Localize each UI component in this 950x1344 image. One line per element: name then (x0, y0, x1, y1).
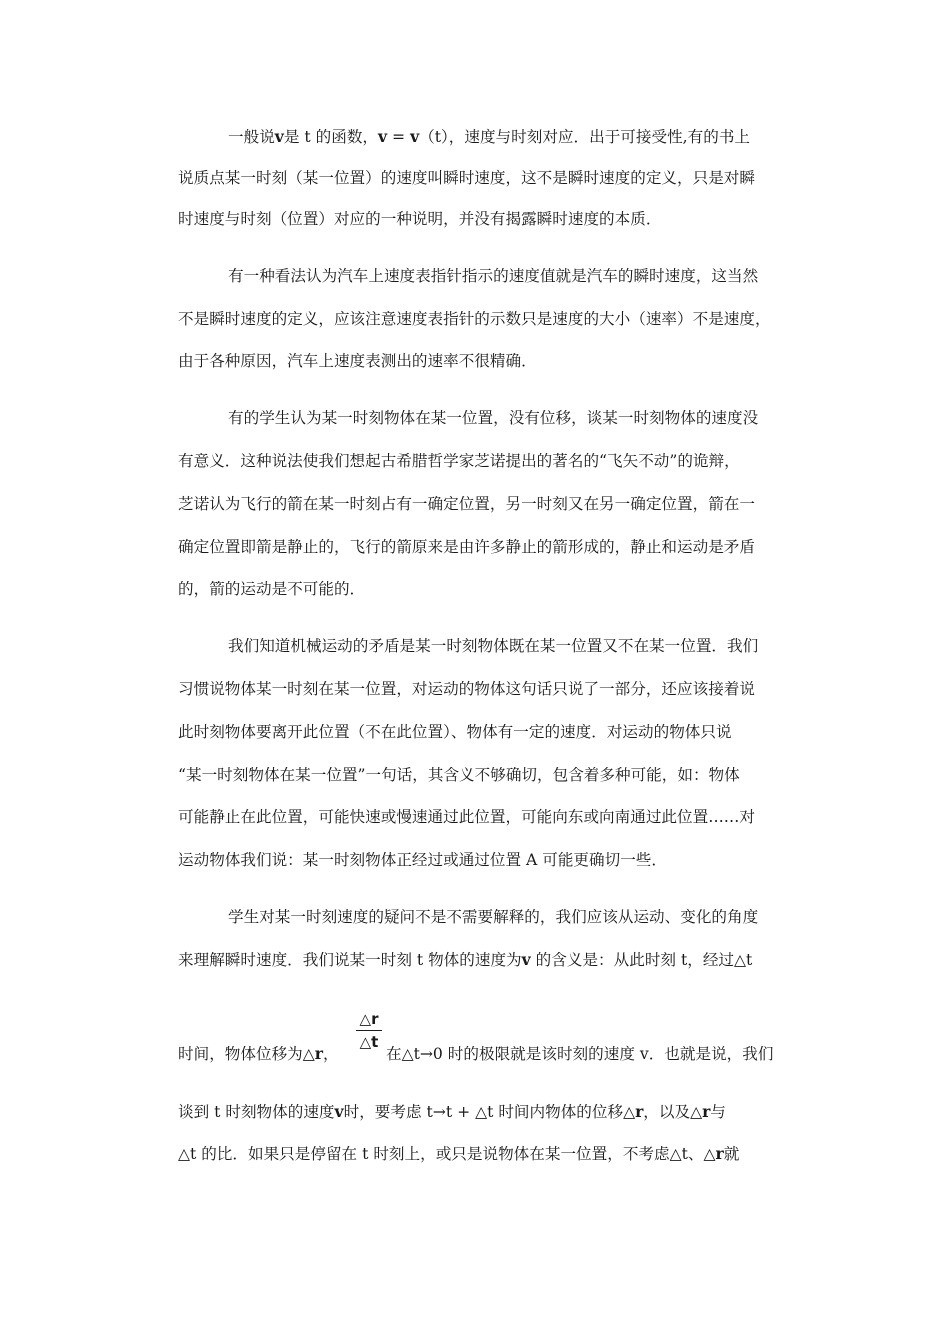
text-line: 说质点某一时刻（某一位置）的速度叫瞬时速度，这不是瞬时速度的定义，只是对瞬 (178, 169, 755, 187)
text-line: 一般说v是 t 的函数，v = v（t），速度与时刻对应．出于可接受性,有的书上 (228, 127, 751, 146)
text-line: 此时刻物体要离开此位置（不在此位置）、物体有一定的速度．对运动的物体只说 (178, 723, 732, 741)
fraction-denominator: △t (359, 1033, 379, 1052)
text-line: 由于各种原因，汽车上速度表测出的速率不很精确． (178, 352, 537, 370)
text-line: “某一时刻物体在某一位置”一句话，其含义不够确切，包含着多种可能，如：物体 (178, 766, 740, 784)
text-line: 不是瞬时速度的定义，应该注意速度表指针的示数只是速度的大小（速率）不是速度， (178, 310, 771, 328)
text-line: 学生对某一时刻速度的疑问不是不需要解释的，我们应该从运动、变化的角度 (228, 908, 759, 926)
text-line: 有意义．这种说法使我们想起古希腊哲学家芝诺提出的著名的“飞矢不动”的诡辩， (178, 452, 740, 470)
text-line: 在△t→0 时的极限就是该时刻的速度 v．也就是说，我们 (386, 1045, 774, 1063)
text-line: 时间，物体位移为△r， (178, 1044, 339, 1063)
text-line: 确定位置即箭是静止的，飞行的箭原来是由许多静止的箭形成的，静止和运动是矛盾 (178, 538, 755, 556)
fraction-delta-r-over-delta-t (356, 1010, 382, 1051)
fraction-numerator: △r (359, 1010, 379, 1028)
text-line: 可能静止在此位置，可能快速或慢速通过此位置，可能向东或向南通过此位置……对 (178, 808, 755, 826)
text-line: 我们知道机械运动的矛盾是某一时刻物体既在某一位置又不在某一位置．我们 (228, 637, 759, 655)
text-line: 的，箭的运动是不可能的． (178, 580, 366, 598)
text-line: 运动物体我们说：某一时刻物体正经过或通过位置 A 可能更确切一些． (178, 851, 667, 869)
fraction-bar (356, 1030, 382, 1031)
text-line: 谈到 t 时刻物体的速度v时，要考虑 t→t + △t 时间内物体的位移△r，以及△r与 (178, 1102, 726, 1121)
text-line: 习惯说物体某一时刻在某一位置，对运动的物体这句话只说了一部分，还应该接着说 (178, 680, 755, 698)
text-line: △t 的比．如果只是停留在 t 时刻上，或只是说物体在某一位置，不考虑△t、△r就 (178, 1144, 740, 1163)
text-line: 时速度与时刻（位置）对应的一种说明，并没有揭露瞬时速度的本质． (178, 210, 662, 228)
text-line: 芝诺认为飞行的箭在某一时刻占有一确定位置，另一时刻又在另一确定位置，箭在一 (178, 495, 755, 513)
text-line: 有一种看法认为汽车上速度表指针指示的速度值就是汽车的瞬时速度，这当然 (228, 267, 759, 285)
text-line: 来理解瞬时速度．我们说某一时刻 t 物体的速度为v 的含义是：从此时刻 t，经过△t (178, 950, 753, 969)
text-line: 有的学生认为某一时刻物体在某一位置，没有位移，谈某一时刻物体的速度没 (228, 409, 759, 427)
